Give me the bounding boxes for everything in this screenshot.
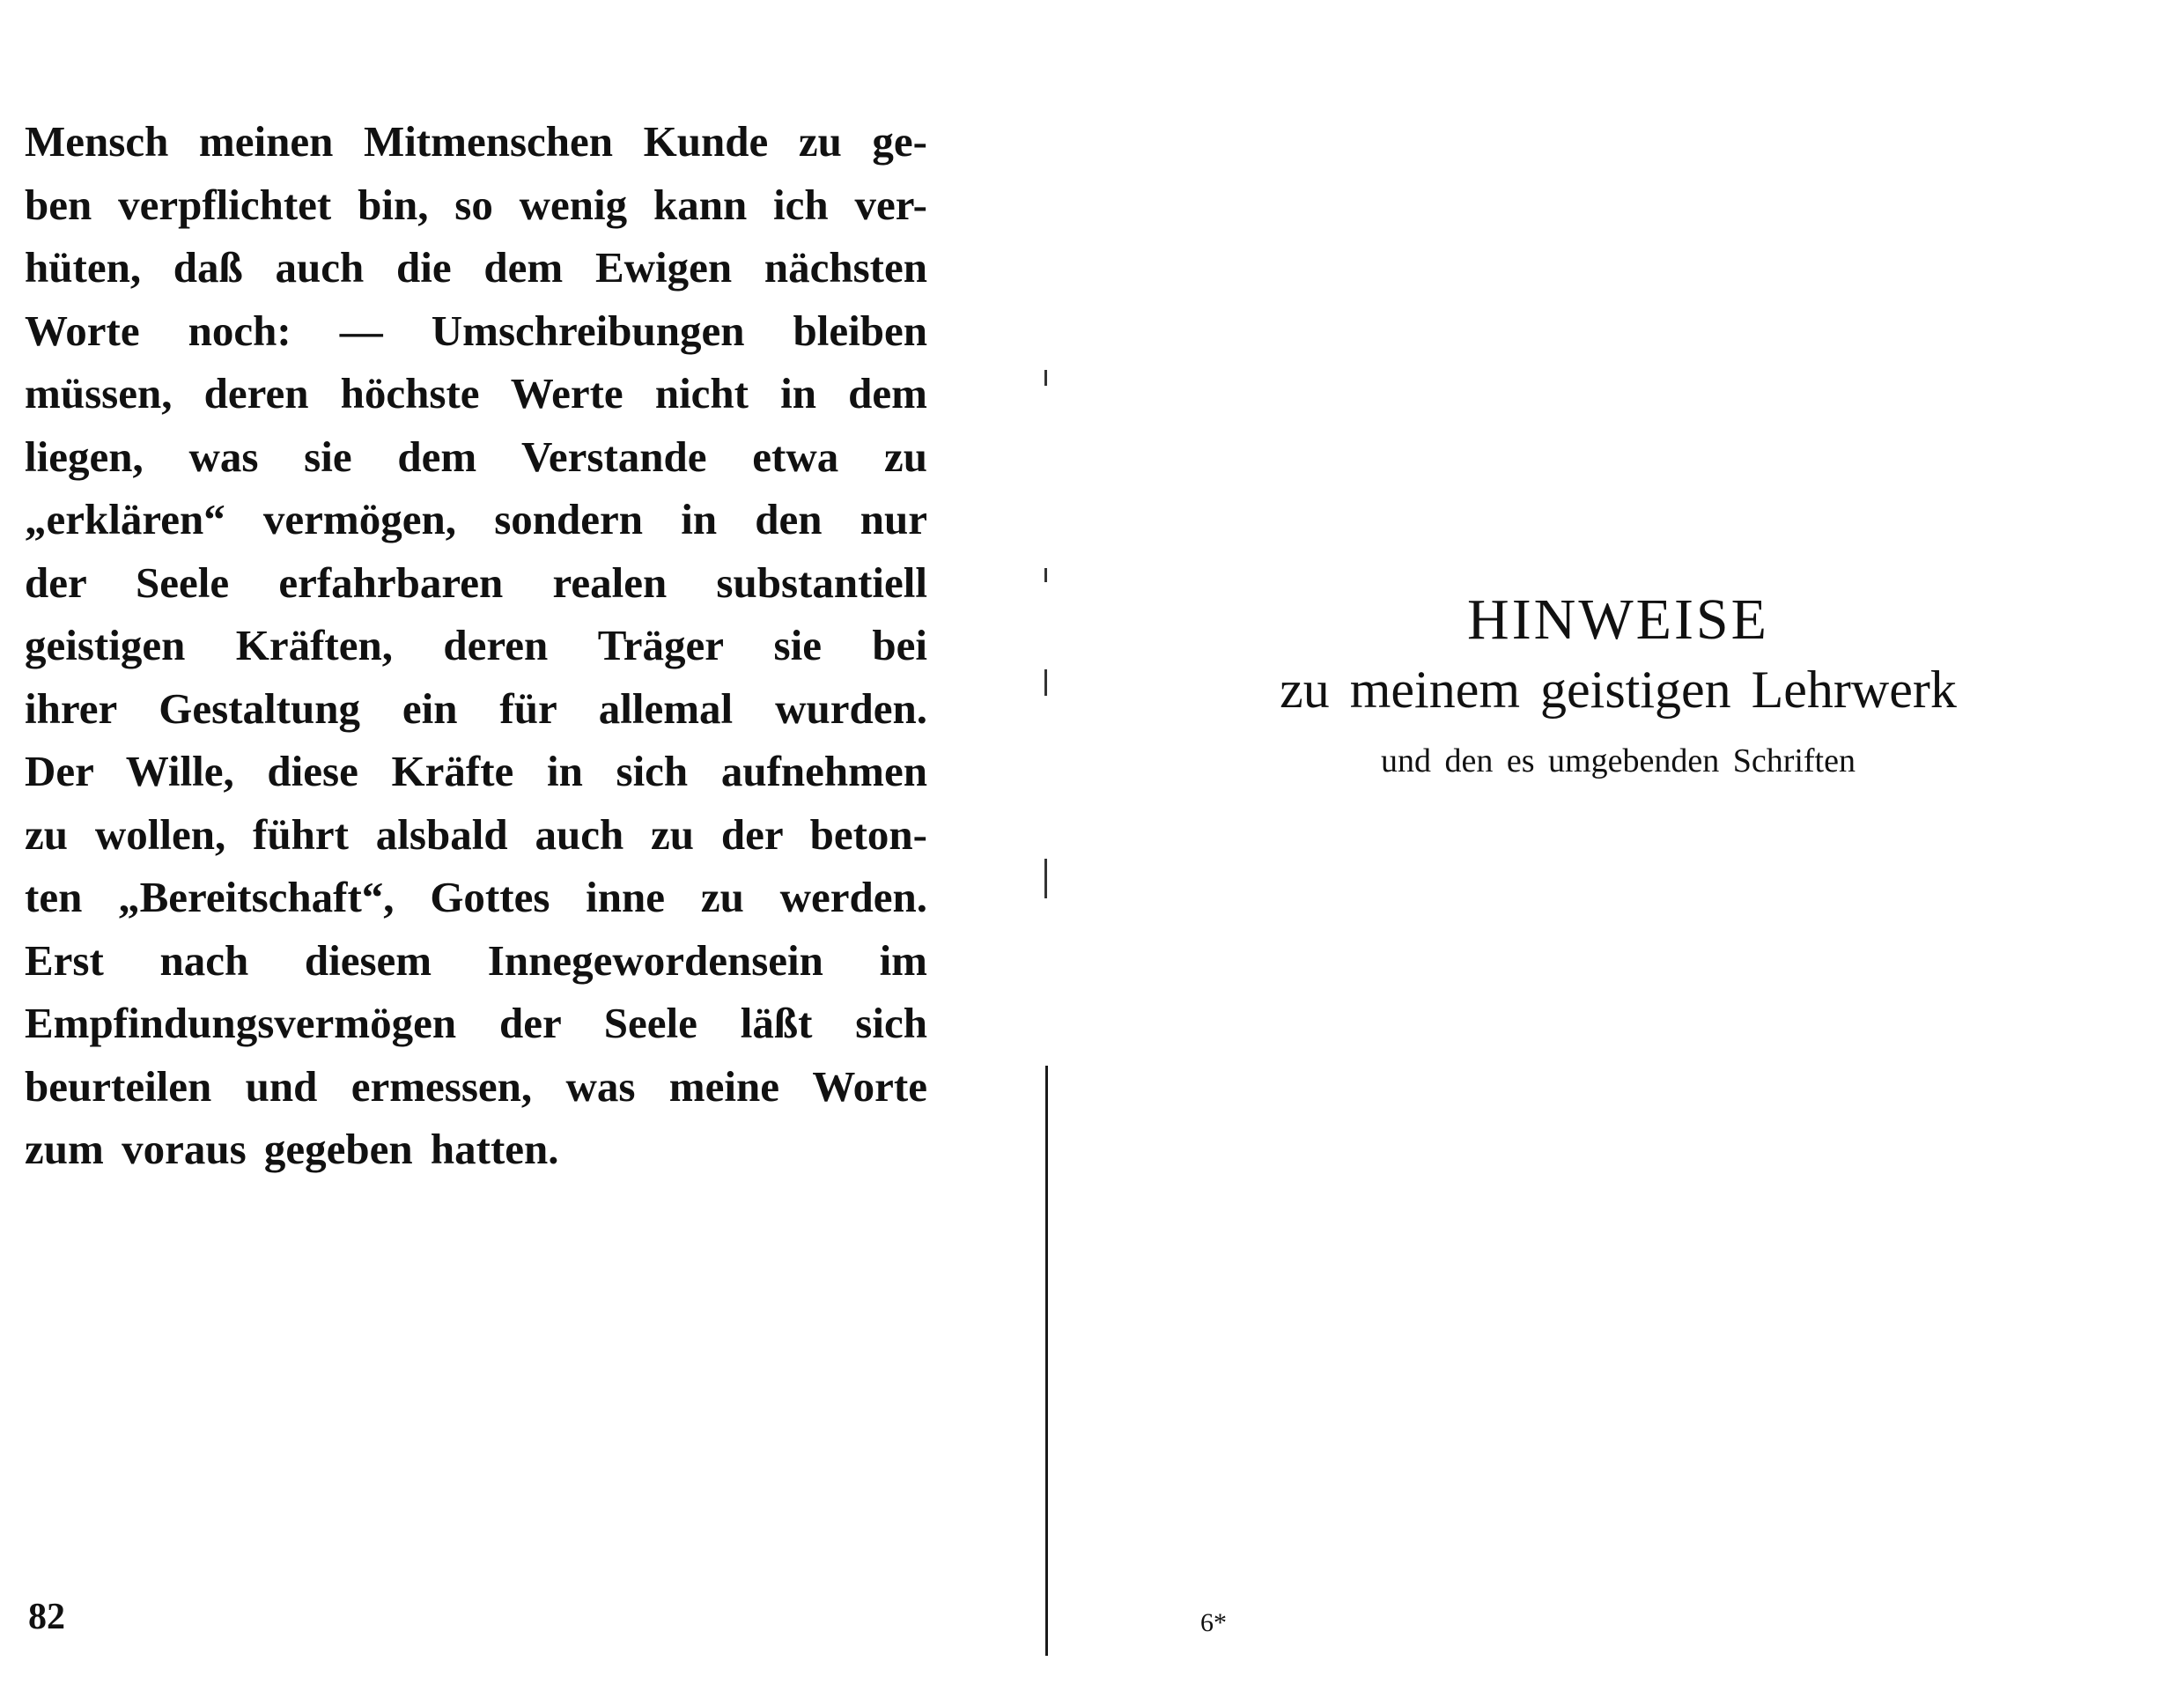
gutter-line [1045, 1066, 1048, 1656]
section-subtitle: zu meinem geistigen Lehrwerk [1280, 661, 1957, 719]
text-line: der Seele erfahrbaren realen substantiell [25, 558, 927, 607]
text-line: „erklären“ vermögen, sondern in den nur [25, 495, 927, 543]
section-heading [1052, 585, 2184, 787]
left-page [0, 0, 1039, 1691]
page-number: 82 [28, 1597, 65, 1637]
text-line: zum voraus gegeben hatten. [25, 1125, 559, 1173]
body-text [25, 110, 927, 1181]
text-line: müssen, deren höchste Werte nicht in dem [25, 369, 927, 417]
gutter-mark [1044, 370, 1047, 386]
section-small-title: und den es umgebenden Schriften [1381, 742, 1856, 779]
text-line: zu wollen, führt alsbald auch zu der beton- [25, 809, 927, 859]
text-line: beurteilen und ermessen, was meine Worte [25, 1061, 927, 1111]
text-line: geistigen Kräften, deren Träger sie bei [25, 621, 927, 669]
text-line: hüten, daß auch die dem Ewigen nächsten [25, 243, 927, 292]
gutter-mark [1044, 859, 1047, 898]
right-page [1052, 0, 2184, 1691]
text-line: Mensch meinen Mitmenschen Kunde zu ge- [25, 117, 927, 166]
text-line: ben verpflichtet bin, so wenig kann ich ver- [25, 180, 927, 229]
text-line: Erst nach diesem Innegewordensein im [25, 935, 927, 985]
text-line: Empfindungsvermögen der Seele läßt sich [25, 999, 927, 1047]
book-gutter [1039, 0, 1053, 1691]
text-line: Der Wille, diese Kräfte in sich aufnehmen [25, 747, 927, 795]
text-line: ihrer Gestaltung ein für allemal wurden. [25, 683, 927, 733]
gutter-mark [1044, 669, 1047, 696]
text-line: liegen, was sie dem Verstande etwa zu [25, 432, 927, 481]
text-line: Worte noch: — Umschreibungen bleiben [25, 306, 927, 355]
text-line: ten „Bereitschaft“, Gottes inne zu werden. [25, 873, 927, 921]
gutter-mark [1044, 568, 1047, 582]
section-title: HINWEISE [1467, 587, 1769, 652]
page-number: 6* [1200, 1608, 1227, 1637]
